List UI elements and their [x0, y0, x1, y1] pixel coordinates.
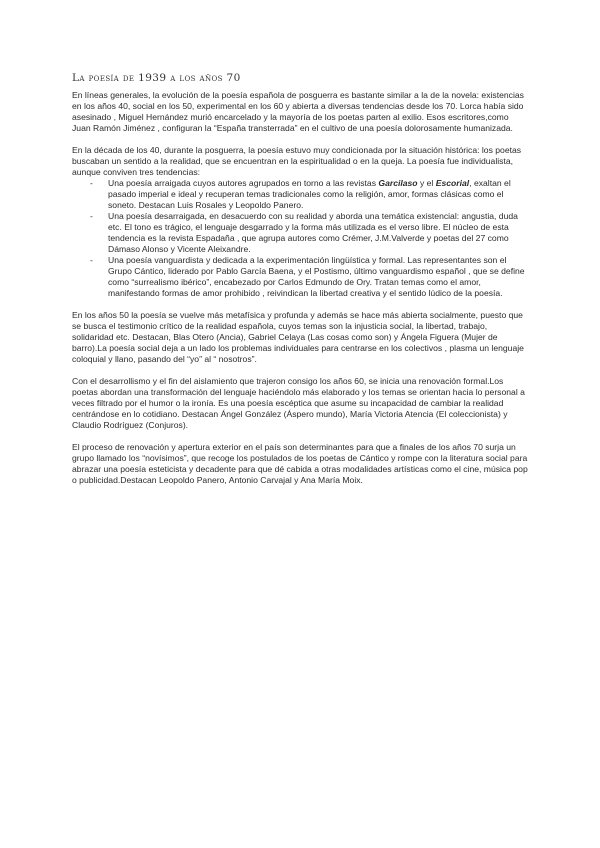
list-item-poesia-vanguardista: - Una poesía vanguardista y dedicada a la experimentación lingüística y formal. Las representantes son el Grupo Cántico, liderado por Pablo García Baena, y el Postismo, último vanguardismo español , que se define como “surrealismo ibérico”, encabezado por Carlos Edmundo de Ory. Tratan temas como el amor, manifestando formas de amor prohibido , reivindican la libertad creativa y el sentido lúdico de la poesía. — [88, 255, 528, 299]
list-item-poesia-arraigada — [88, 178, 528, 211]
list-item-text: , exaltan el pasado imperial e ideal y recuperan temas tradicionales como la religión, amor, formas clásicas como el soneto. Destacan Luis Rosales y Leopoldo Panero. — [108, 178, 511, 210]
paragraph-decade-40s: En la década de los 40, durante la posguerra, la poesía estuvo muy condicionada por la situación histórica: los poetas buscaban un sentido a la realidad, que se encuentran en la espiritualidad o en la queja. La poesía fue individualista, aunque conviven tres tendencias: — [72, 145, 522, 177]
document-title: La poesía de 1939 a los años 70 — [72, 72, 241, 84]
list-item-text: y el — [417, 178, 436, 188]
list-item-text: Una poesía arraigada cuyos autores agrupados en torno a las revistas — [108, 178, 379, 188]
paragraph-decade-60s: Con el desarrollismo y el fin del aislamiento que trajeron consigo los años 60, se inicia una renovación formal.Los poetas abordan una transformación del lenguaje haciéndolo más elaborado y los temas se orientan hacia lo personal a veces filtrado por el humor o la ironía. Es una poesía escéptica que asume su incapacidad de cambiar la realidad centrándose en lo cotidiano. Destacan Ángel González (Áspero mundo), María Victoria Atencia (El coleccionista) y Claudio Rodríguez (Conjuros). — [72, 376, 525, 430]
list-item-poesia-desarraigada: - Una poesía desarraigada, en desacuerdo con su realidad y aborda una temática existencial: angustia, duda etc. El tono es trágico, el lenguaje desgarrado y la forma más utilizada es el verso libre. El núcleo de esta tendencia es la revista Espadaña , que agrupa autores como Crémer, J.M.Valverde y poetas del 27 como Dámaso Alonso y Vicente Aleixandre. — [88, 211, 528, 255]
magazine-garcilaso: Garcilaso — [378, 178, 418, 188]
paragraph-intro: En líneas generales, la evolución de la poesía española de posguerra es bastante similar a la de la novela: existencias en los años 40, social en los 50, experimental en los 60 y abierta a diversas tendencias desde los 70. Lorca había sido asesinado , Miguel Hernández murió encarcelado y la mayoría de los poetas parten al exilio. Esos escritores,como Juan Ramón Jiménez , configuran la “España transterrada” en el cultivo de una poesía dolorosamente humanizada. — [72, 90, 524, 133]
paragraph-decade-70s: El proceso de renovación y apertura exterior en el país son determinantes para que a finales de los años 70 surja un grupo llamado los “novísimos”, que recoge los postulados de los poetas de Cántico y rompe con la literatura social para abrazar una poesía esteticista y decadente para que dé cabida a otras modalidades artísticas como el cine, música pop o publicidad.Destacan Leopoldo Panero, Antonio Carvajal y Ana María Moix. — [72, 442, 528, 485]
magazine-escorial: Escorial — [435, 178, 470, 188]
paragraph-decade-50s: En los años 50 la poesía se vuelve más metafísica y profunda y además se hace más abierta socialmente, puesto que se busca el testimonio crítico de la realidad española, cuyos temas son la injusticia social, la libertad, trabajo, solidaridad etc. Destacan, Blas Otero (Ancia), Gabriel Celaya (Las cosas como son) y Ángela Figuera (Mujer de barro).La poesía social deja a un lado los problemas individuales para centrarse en los colectivos , plasma un lenguaje coloquial y llano, pasando del “yo” al “ nosotros”. — [72, 310, 524, 364]
tendencies-list — [72, 178, 528, 299]
